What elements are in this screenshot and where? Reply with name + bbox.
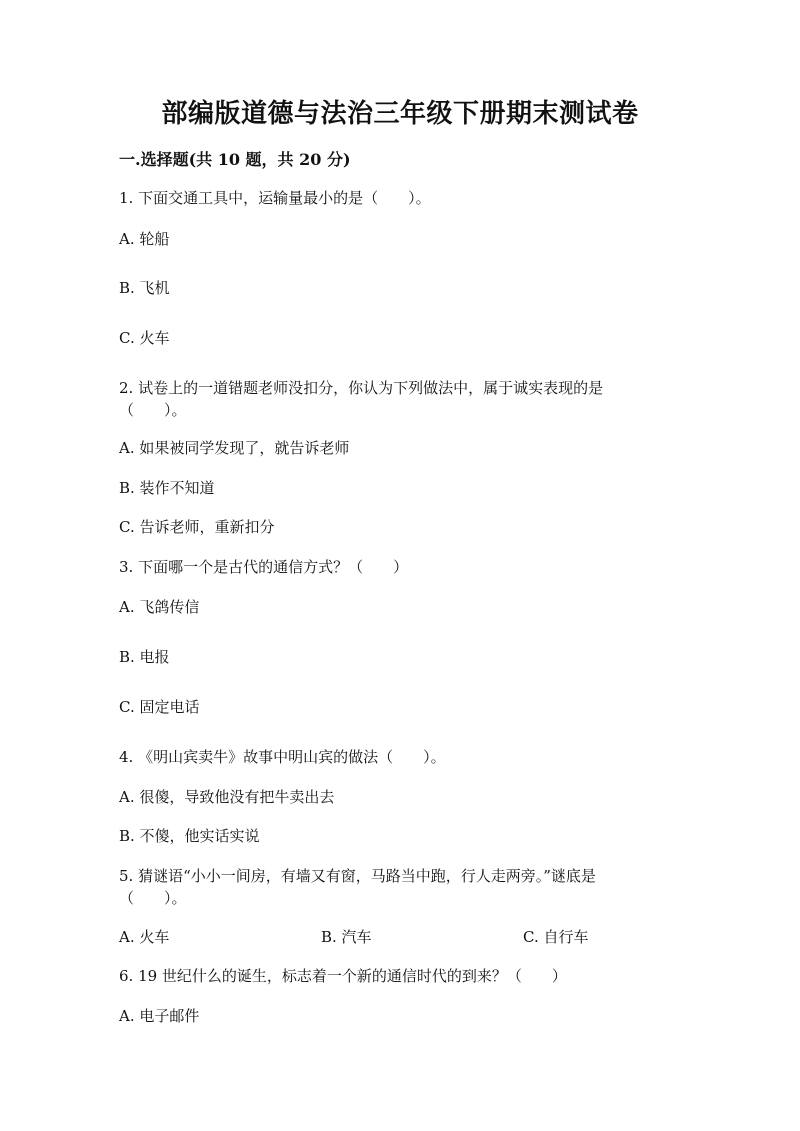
- question-5-stem-line1: 5. 猜谜语“小小一间房，有墙又有窗，马路当中跑，行人走两旁。”谜底是: [119, 867, 596, 885]
- question-2-option-a[interactable]: A. 如果被同学发现了，就告诉老师: [119, 439, 350, 457]
- question-4-option-a[interactable]: A. 很傻，导致他没有把牛卖出去: [119, 788, 335, 806]
- question-2-option-b[interactable]: B. 装作不知道: [119, 479, 215, 497]
- question-5-option-a[interactable]: A. 火车: [119, 928, 170, 946]
- page-title: 部编版道德与法治三年级下册期末测试卷: [161, 99, 639, 129]
- question-1-stem: 1. 下面交通工具中，运输量最小的是（ ）。: [119, 189, 431, 207]
- question-1-option-b[interactable]: B. 飞机: [119, 279, 170, 297]
- question-1-option-a[interactable]: A. 轮船: [119, 230, 170, 248]
- question-2-stem-line1: 2. 试卷上的一道错题老师没扣分，你认为下列做法中，属于诚实表现的是: [119, 379, 604, 397]
- question-3-stem: 3. 下面哪一个是古代的通信方式？（ ）: [119, 558, 409, 576]
- question-3-option-a[interactable]: A. 飞鸽传信: [119, 598, 200, 616]
- question-5-stem-line2: （ ）。: [119, 889, 187, 907]
- question-4-stem: 4. 《明山宾卖牛》故事中明山宾的做法（ ）。: [119, 748, 446, 766]
- question-6-stem: 6. 19 世纪什么的诞生，标志着一个新的通信时代的到来？（ ）: [119, 967, 567, 985]
- question-2-option-c[interactable]: C. 告诉老师，重新扣分: [119, 518, 275, 536]
- question-5-option-c[interactable]: C. 自行车: [523, 928, 589, 946]
- question-3-option-b[interactable]: B. 电报: [119, 648, 170, 666]
- question-4-option-b[interactable]: B. 不傻，他实话实说: [119, 827, 260, 845]
- question-6-option-a[interactable]: A. 电子邮件: [119, 1007, 200, 1025]
- question-3-option-c[interactable]: C. 固定电话: [119, 698, 200, 716]
- question-2-stem-line2: （ ）。: [119, 401, 187, 419]
- section-heading: 一.选择题(共 10 题，共 20 分): [119, 150, 351, 169]
- question-1-option-c[interactable]: C. 火车: [119, 329, 170, 347]
- question-5-option-b[interactable]: B. 汽车: [321, 928, 372, 946]
